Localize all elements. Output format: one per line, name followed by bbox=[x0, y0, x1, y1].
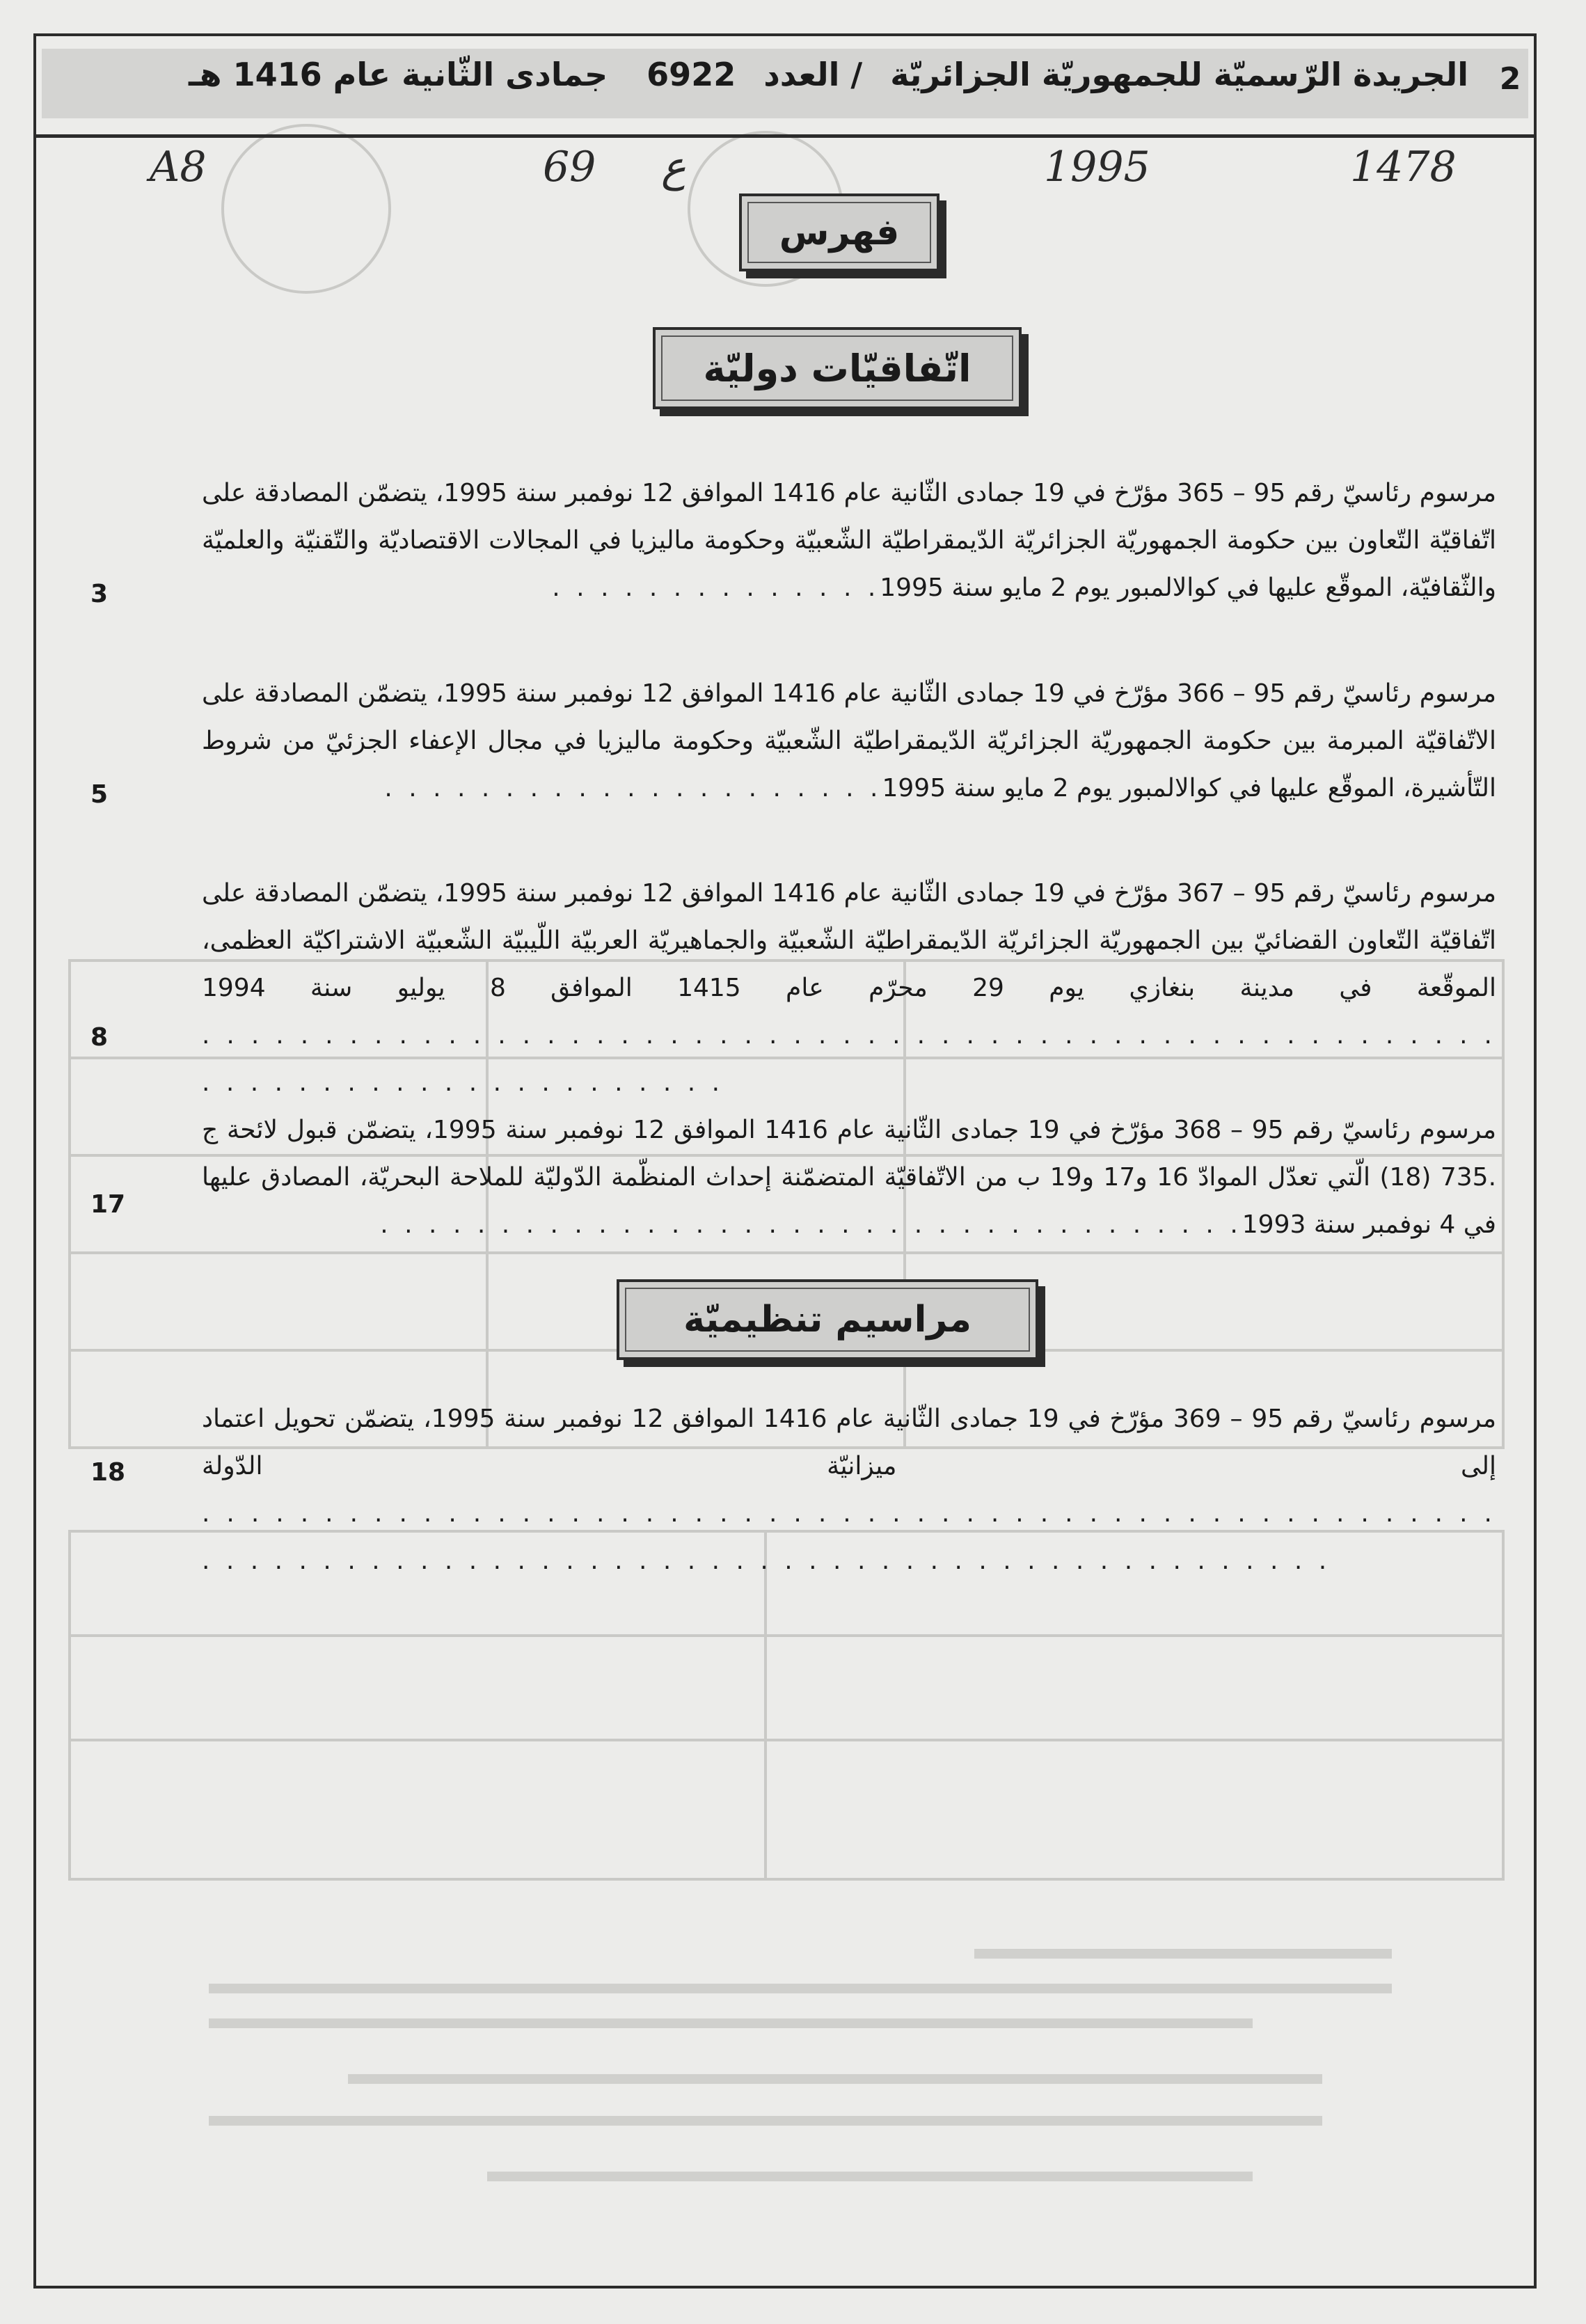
issue-label: / العدد bbox=[763, 56, 863, 93]
toc-page-number: 3 bbox=[90, 580, 109, 608]
toc-page-number: 8 bbox=[90, 1023, 109, 1052]
decrees-title-box bbox=[617, 1279, 1038, 1360]
decrees-title: مراسيم تنظيميّة bbox=[625, 1288, 1030, 1352]
conventions-title-box bbox=[653, 327, 1022, 409]
leader-dots: . . . . . . . . . . . . . . . . . . . . . . . . . . . . . . . . . . . . . . . . . . . . . . . . . . . . . . . . . . . . . . . . . . . . . . . . . . . . . . . . . . . . . . . . . . . . . . . . . . . . bbox=[202, 1499, 1496, 1575]
toc-page-number: 18 bbox=[90, 1458, 126, 1487]
conventions-title: اتّفاقيّات دوليّة bbox=[661, 335, 1013, 401]
issue-number: 69 bbox=[647, 56, 692, 93]
toc-entry-text: مرسوم رئاسيّ رقم 95 – 366 مؤرّخ في 19 جمادى الثّانية عام 1416 الموافق 12 نوفمبر سنة 1995، يتضمّن المصادقة على الاتّفاقيّة المبرمة بين حكومة الجمهوريّة الجزائريّة الدّيمقراطيّة الشّعبيّة وحكومة ماليزيا في مجال الإعفاء الجزئيّ من شروط التّأشيرة، الموقّع عليها في كوالالمبور يوم 2 مايو سنة 1995. . . . . . . . . . . . . . . . . . . . . bbox=[202, 670, 1496, 812]
page-number: 2 bbox=[1499, 61, 1521, 97]
handwritten-note-4: 69 bbox=[543, 143, 596, 191]
publication-name: الجريدة الرّسميّة للجمهوريّة الجزائريّة bbox=[890, 56, 1468, 93]
toc-entry-text: مرسوم رئاسيّ رقم 95 – 367 مؤرّخ في 19 جمادى الثّانية عام 1416 الموافق 12 نوفمبر سنة 1995، يتضمّن المصادقة على اتّفاقيّة التّعاون القضائيّ بين الجمهوريّة الجزائريّة الدّيمقراطيّة الشّعبيّة والجماهيريّة العربيّة اللّيبيّة الشّعبيّة الاشتراكيّة العظمى، الموقّعة في مدينة بنغازي يوم 29 محرّم عام 1415 الموافق 8 يوليو سنة 1994. . . . . . . . . . . . . . . . . . . . . . . . . . . . . . . . . . . . . . . . . . . . . . . . . . . . . . . . . . . . . . . . . . . . . . . . . . . bbox=[202, 870, 1496, 1107]
handwritten-note-5: A8 bbox=[150, 143, 207, 191]
leader-dots: . . . . . . . . . . . . . . bbox=[552, 574, 880, 602]
toc-page-number: 17 bbox=[90, 1190, 126, 1219]
toc-page-number: 5 bbox=[90, 780, 109, 809]
header-title bbox=[63, 56, 1468, 93]
leader-dots: . . . . . . . . . . . . . . . . . . . . . . . . . . . . . . . . . . . . . . . . . . . . . . . . . . . . . . . . . . . . . . . . . . . . . . . . . . . bbox=[202, 1021, 1496, 1097]
toc-entry-text: مرسوم رئاسيّ رقم 95 – 369 مؤرّخ في 19 جمادى الثّانية عام 1416 الموافق 12 نوفمبر سنة 1995، يتضمّن تحويل اعتماد إلى ميزانيّة الدّولة. . . . . . . . . . . . . . . . . . . . . . . . . . . . . . . . . . . . . . . . . . . . . . . . . . . . . . . . . . . . . . . . . . . . . . . . . . . . . . . . . . . . . . . . . . . . . . . . . . . . bbox=[202, 1396, 1496, 1585]
header-date: 22 جمادى الثّانية عام 1416 هـ bbox=[188, 56, 736, 93]
handwritten-note-2: 1995 bbox=[1044, 143, 1150, 191]
toc-entry-text: مرسوم رئاسيّ رقم 95 – 365 مؤرّخ في 19 جمادى الثّانية عام 1416 الموافق 12 نوفمبر سنة 1995، يتضمّن المصادقة على اتّفاقيّة التّعاون بين حكومة الجمهوريّة الجزائريّة الدّيمقراطيّة الشّعبيّة وحكومة ماليزيا في المجالات الاقتصاديّة والتّقنيّة والعلميّة والثّقافيّة، الموقّع عليها في كوالالمبور يوم 2 مايو سنة 1995. . . . . . . . . . . . . . bbox=[202, 470, 1496, 612]
handwritten-note-3: ع bbox=[661, 143, 686, 191]
leader-dots: . . . . . . . . . . . . . . . . . . . . . . . . . . . . . . . . . . . . bbox=[380, 1210, 1242, 1239]
leader-dots: . . . . . . . . . . . . . . . . . . . . . bbox=[384, 774, 882, 803]
index-title: فهرس bbox=[747, 202, 931, 263]
handwritten-note-1: 1478 bbox=[1350, 143, 1457, 191]
index-title-box bbox=[739, 193, 939, 271]
toc-entry-text: مرسوم رئاسيّ رقم 95 – 368 مؤرّخ في 19 جمادى الثّانية عام 1416 الموافق 12 نوفمبر سنة 1995، يتضمّن قبول لائحة ج .735 (18) الّتي تعدّل الموادّ 16 و17 و19 ب من الاتّفاقيّة المتضمّنة إحداث المنظّمة الدّوليّة للملاحة البحريّة، المصادق عليها في 4 نوفمبر سنة 1993. . . . . . . . . . . . . . . . . . . . . . . . . . . . . . . . . . . . bbox=[202, 1107, 1496, 1249]
